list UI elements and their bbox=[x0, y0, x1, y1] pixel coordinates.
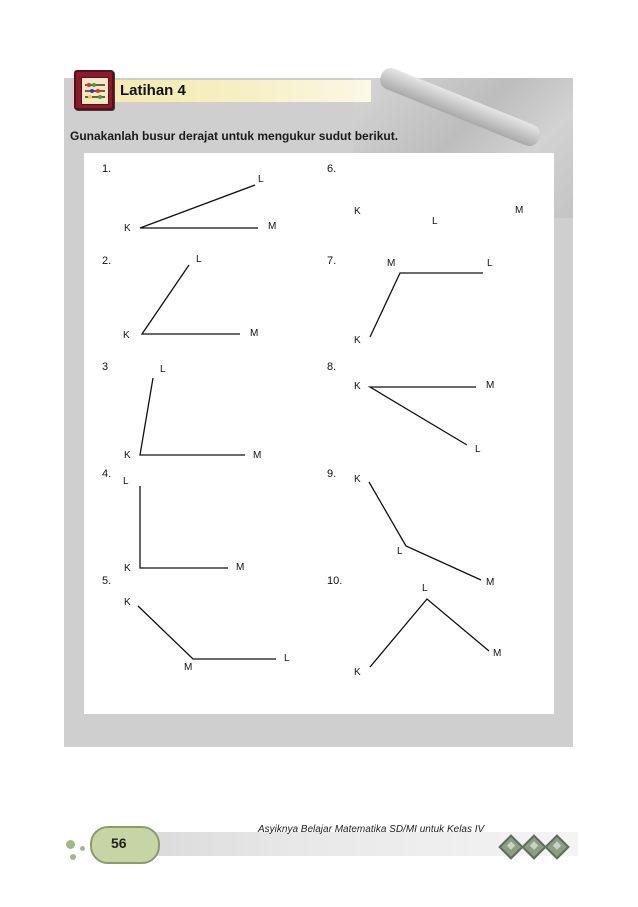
vertex-label: M bbox=[184, 662, 193, 673]
problem-7-number: 7. bbox=[327, 255, 337, 267]
vertex-label: K bbox=[123, 330, 130, 341]
vertex-label: M bbox=[486, 380, 495, 391]
vertex-label: K bbox=[354, 474, 361, 485]
vertex-label: L bbox=[422, 583, 428, 594]
problem-3-number: 3 bbox=[102, 361, 109, 373]
vertex-label: L bbox=[160, 364, 166, 375]
decorative-dot bbox=[66, 840, 75, 849]
vertex-label: K bbox=[354, 335, 361, 346]
vertex-label: M bbox=[493, 648, 502, 659]
angle-4-lines bbox=[140, 486, 228, 568]
vertex-label: L bbox=[284, 653, 290, 664]
book-title: Asyiknya Belajar Matematika SD/MI untuk Kelas IV bbox=[258, 824, 485, 835]
vertex-label: L bbox=[123, 476, 129, 487]
vertex-label: L bbox=[258, 174, 264, 185]
vertex-label: M bbox=[253, 450, 262, 461]
instruction-text: Gunakanlah busur derajat untuk mengukur sudut berikut. bbox=[70, 129, 399, 143]
vertex-label: K bbox=[354, 381, 361, 392]
vertex-label: K bbox=[124, 597, 131, 608]
vertex-label: L bbox=[397, 546, 403, 557]
problem-8-number: 8. bbox=[327, 361, 337, 373]
vertex-label: L bbox=[475, 444, 481, 455]
vertex-label: M bbox=[250, 328, 259, 339]
angle-7-lines bbox=[370, 273, 483, 337]
decorative-dot bbox=[80, 846, 85, 851]
angle-5-lines bbox=[138, 606, 276, 659]
vertex-label: K bbox=[124, 563, 131, 574]
problem-10-number: 10. bbox=[327, 575, 343, 587]
angle-10-lines bbox=[370, 599, 489, 667]
page-number: 56 bbox=[111, 835, 127, 851]
vertex-label: K bbox=[124, 223, 131, 234]
vertex-label: M bbox=[387, 258, 396, 269]
vertex-label: K bbox=[354, 667, 361, 678]
decorative-dot bbox=[70, 854, 76, 860]
problem-2-number: 2. bbox=[102, 255, 112, 267]
problem-1-number: 1. bbox=[102, 163, 112, 175]
vertex-label: M bbox=[486, 577, 495, 588]
problem-5-number: 5. bbox=[102, 575, 112, 587]
vertex-label: M bbox=[268, 221, 277, 232]
angle-9-lines bbox=[369, 482, 481, 580]
vertex-label: L bbox=[487, 258, 493, 269]
angle-8-lines bbox=[370, 387, 476, 445]
exercise-title: Latihan 4 bbox=[120, 82, 186, 99]
angle-3-lines bbox=[140, 378, 245, 455]
vertex-label: L bbox=[196, 254, 202, 265]
vertex-label: L bbox=[432, 216, 438, 227]
angle-1-lines bbox=[140, 185, 258, 228]
problem-9-number: 9. bbox=[327, 468, 337, 480]
problem-4-number: 4. bbox=[102, 468, 112, 480]
vertex-label: M bbox=[515, 205, 524, 216]
vertex-label: K bbox=[354, 206, 361, 217]
vertex-label: M bbox=[236, 562, 245, 573]
angle-2-lines bbox=[142, 265, 240, 334]
problem-6-number: 6. bbox=[327, 163, 337, 175]
vertex-label: K bbox=[124, 450, 131, 461]
